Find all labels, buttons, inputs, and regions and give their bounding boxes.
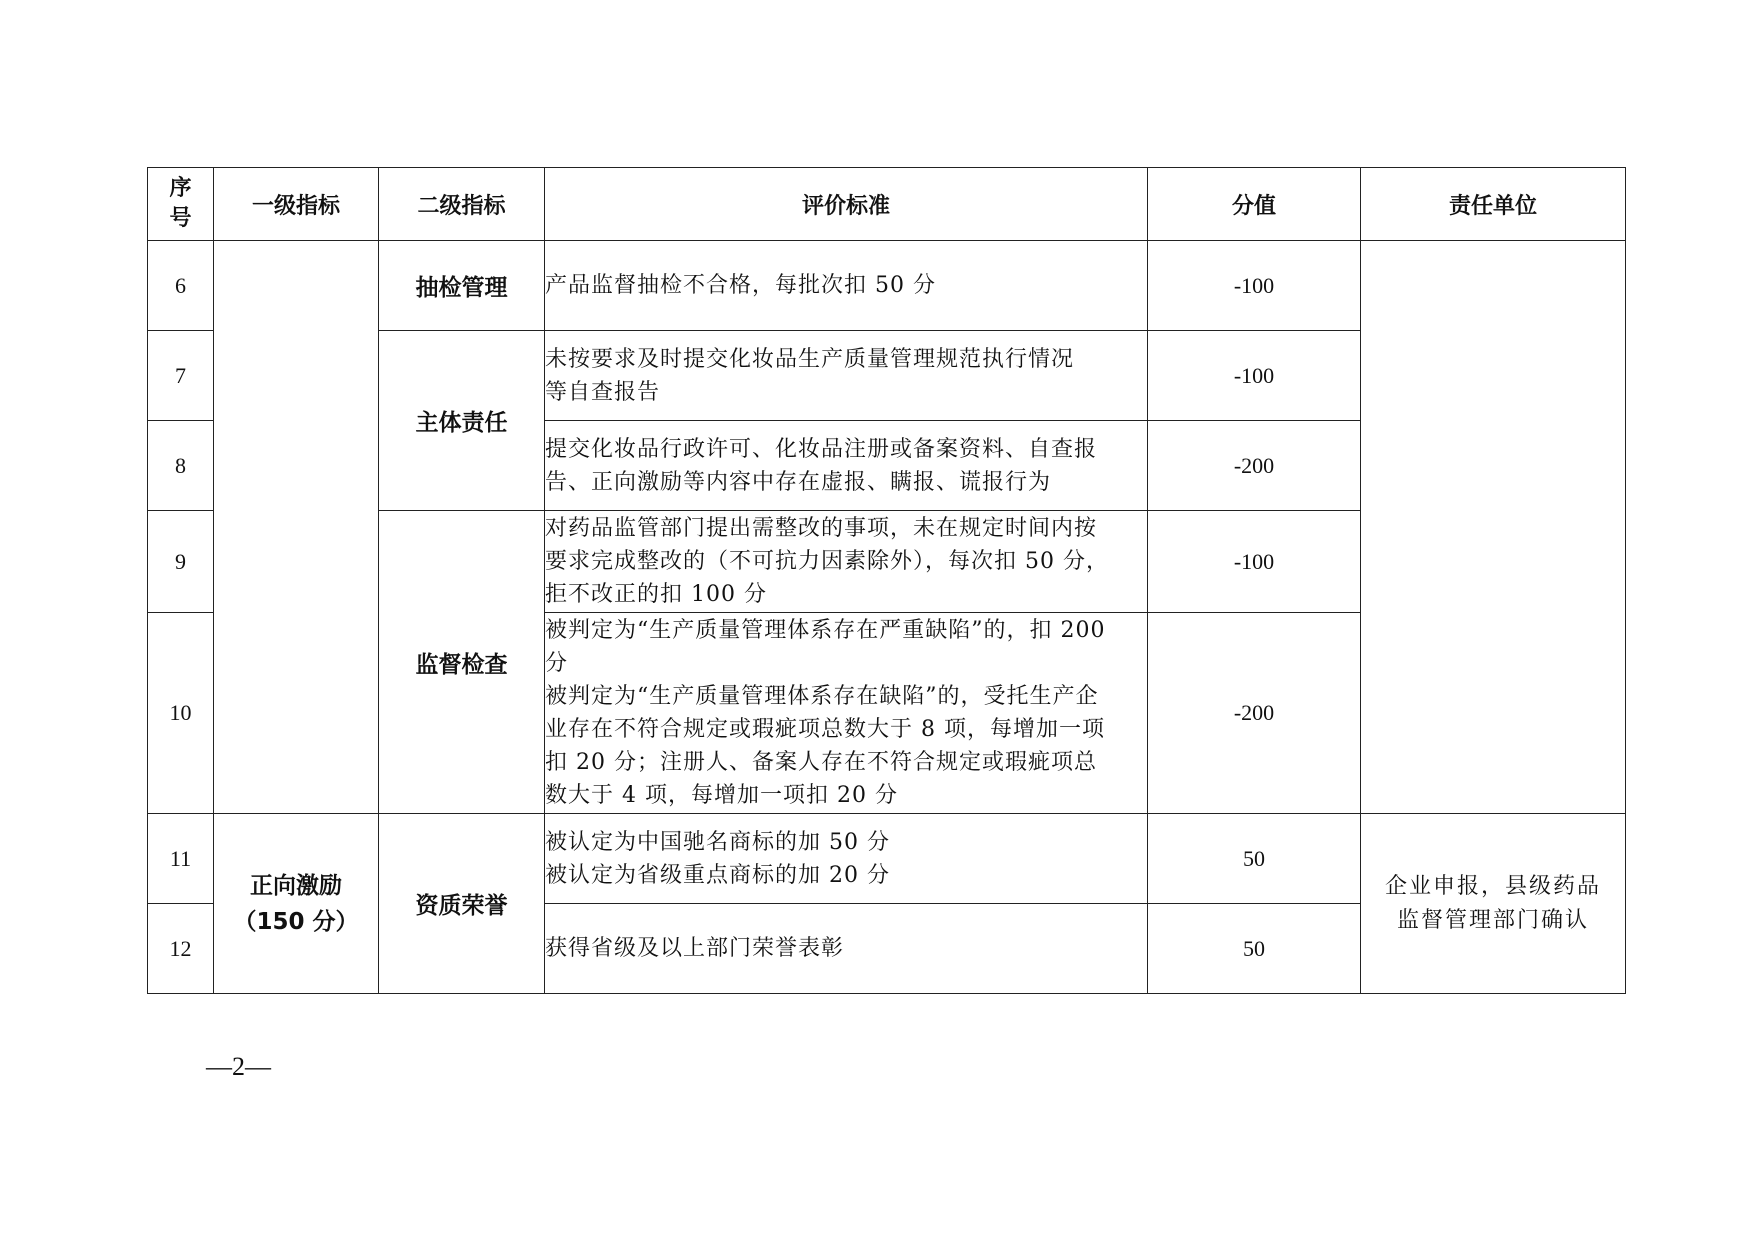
criteria-cell: 提交化妆品行政许可、化妆品注册或备案资料、自查报 告、正向激励等内容中存在虚报、瞒报、谎报行为 xyxy=(545,421,1148,511)
header-criteria: 评价标准 xyxy=(545,168,1148,241)
score-cell: -100 xyxy=(1148,241,1361,331)
criteria-cell: 产品监督抽检不合格，每批次扣 50 分 xyxy=(545,241,1148,331)
header-responsible: 责任单位 xyxy=(1361,168,1626,241)
criteria-cell: 被认定为中国驰名商标的加 50 分 被认定为省级重点商标的加 20 分 xyxy=(545,814,1148,904)
table-row xyxy=(148,814,1626,904)
criteria-cell: 被判定为“生产质量管理体系存在严重缺陷”的，扣 200 分 被判定为“生产质量管理体系存在缺陷”的，受托生产企 业存在不符合规定或瑕疵项总数大于 8 项，每增加一项 扣 20 分；注册人、备案人存在不符合规定或瑕疵项总 数大于 4 项，每增加一项扣 20 分 xyxy=(545,613,1148,814)
level2-cell: 监督检查 xyxy=(379,511,545,814)
score-cell: 50 xyxy=(1148,814,1361,904)
responsible-cell: 企业申报，县级药品 监督管理部门确认 xyxy=(1361,814,1626,994)
level1-cell-empty xyxy=(214,241,379,814)
row-number: 12 xyxy=(148,904,214,994)
level2-cell: 主体责任 xyxy=(379,331,545,511)
row-number: 8 xyxy=(148,421,214,511)
level2-cell: 资质荣誉 xyxy=(379,814,545,994)
row-number: 9 xyxy=(148,511,214,613)
score-cell: -200 xyxy=(1148,421,1361,511)
responsible-cell-empty xyxy=(1361,241,1626,814)
criteria-cell: 获得省级及以上部门荣誉表彰 xyxy=(545,904,1148,994)
level1-cell: 正向激励 （150 分） xyxy=(214,814,379,994)
score-cell: -200 xyxy=(1148,613,1361,814)
page-number: —2— xyxy=(206,1052,271,1081)
row-number: 7 xyxy=(148,331,214,421)
header-score: 分值 xyxy=(1148,168,1361,241)
score-cell: -100 xyxy=(1148,511,1361,613)
table-row xyxy=(148,241,1626,331)
score-cell: -100 xyxy=(1148,331,1361,421)
level2-cell: 抽检管理 xyxy=(379,241,545,331)
header-level1: 一级指标 xyxy=(214,168,379,241)
row-number: 6 xyxy=(148,241,214,331)
criteria-cell: 对药品监管部门提出需整改的事项，未在规定时间内按 要求完成整改的（不可抗力因素除外），每次扣 50 分， 拒不改正的扣 100 分 xyxy=(545,511,1148,613)
evaluation-table xyxy=(147,167,1626,994)
header-row xyxy=(148,168,1626,241)
criteria-cell: 未按要求及时提交化妆品生产质量管理规范执行情况 等自查报告 xyxy=(545,331,1148,421)
header-seq: 序 号 xyxy=(148,168,214,241)
header-level2: 二级指标 xyxy=(379,168,545,241)
score-cell: 50 xyxy=(1148,904,1361,994)
row-number: 11 xyxy=(148,814,214,904)
row-number: 10 xyxy=(148,613,214,814)
